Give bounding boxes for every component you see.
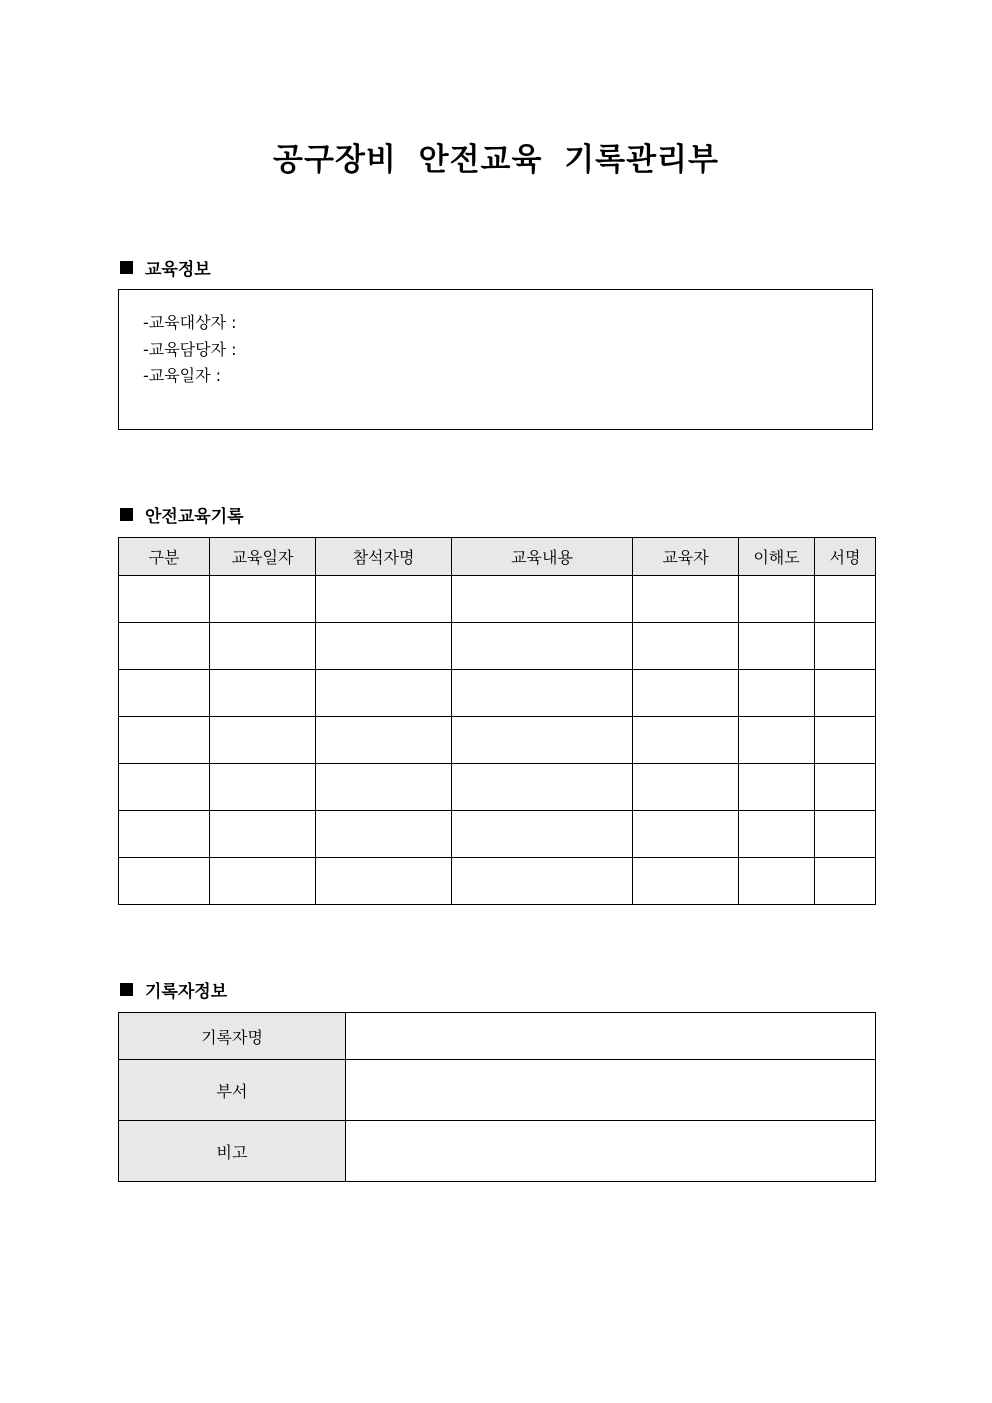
table-cell[interactable] xyxy=(633,764,739,811)
table-header-row xyxy=(119,538,876,576)
table-cell[interactable] xyxy=(739,717,815,764)
recorder-row-department xyxy=(119,1060,876,1121)
table-cell[interactable] xyxy=(815,623,876,670)
recorder-row-name xyxy=(119,1013,876,1060)
table-cell[interactable] xyxy=(316,764,452,811)
column-header-attendee: 참석자명 xyxy=(316,538,452,576)
table-cell[interactable] xyxy=(739,576,815,623)
table-cell[interactable] xyxy=(739,764,815,811)
table-cell[interactable] xyxy=(452,717,633,764)
recorder-info-table xyxy=(118,1012,876,1182)
table-cell[interactable] xyxy=(452,670,633,717)
section-heading-label: 안전교육기록 xyxy=(145,507,244,527)
table-cell[interactable] xyxy=(815,858,876,905)
safety-record-table xyxy=(118,537,876,905)
column-header-category: 구분 xyxy=(119,538,210,576)
table-cell[interactable] xyxy=(210,764,316,811)
table-cell[interactable] xyxy=(633,623,739,670)
section-heading-recorder-info xyxy=(120,977,227,1002)
table-cell[interactable] xyxy=(316,576,452,623)
recorder-row-remarks xyxy=(119,1121,876,1182)
table-cell[interactable] xyxy=(119,858,210,905)
table-cell[interactable] xyxy=(452,811,633,858)
department-field[interactable] xyxy=(346,1060,876,1121)
column-header-signature: 서명 xyxy=(815,538,876,576)
table-cell[interactable] xyxy=(210,811,316,858)
table-cell[interactable] xyxy=(633,811,739,858)
table-cell[interactable] xyxy=(119,811,210,858)
table-cell[interactable] xyxy=(452,623,633,670)
table-cell[interactable] xyxy=(210,623,316,670)
column-header-educator: 교육자 xyxy=(633,538,739,576)
table-row xyxy=(119,670,876,717)
table-cell[interactable] xyxy=(210,858,316,905)
table-cell[interactable] xyxy=(119,576,210,623)
document-title: 공구장비 안전교육 기록관리부 xyxy=(273,142,719,178)
table-row xyxy=(119,858,876,905)
table-cell[interactable] xyxy=(210,717,316,764)
column-header-date: 교육일자 xyxy=(210,538,316,576)
table-cell[interactable] xyxy=(739,670,815,717)
table-cell[interactable] xyxy=(119,670,210,717)
table-cell[interactable] xyxy=(210,670,316,717)
square-bullet-icon xyxy=(120,261,133,274)
table-cell[interactable] xyxy=(739,811,815,858)
table-cell[interactable] xyxy=(316,717,452,764)
column-header-understanding: 이해도 xyxy=(739,538,815,576)
table-cell[interactable] xyxy=(815,764,876,811)
recorder-name-label: 기록자명 xyxy=(119,1013,346,1060)
table-cell[interactable] xyxy=(452,576,633,623)
table-cell[interactable] xyxy=(815,670,876,717)
table-cell[interactable] xyxy=(452,764,633,811)
education-target-line: -교육대상자 : xyxy=(143,313,237,332)
table-cell[interactable] xyxy=(633,670,739,717)
table-row xyxy=(119,717,876,764)
table-cell[interactable] xyxy=(316,670,452,717)
table-cell[interactable] xyxy=(316,811,452,858)
table-cell[interactable] xyxy=(119,717,210,764)
table-cell[interactable] xyxy=(815,717,876,764)
table-row xyxy=(119,623,876,670)
education-date-line: -교육일자 : xyxy=(143,366,222,385)
square-bullet-icon xyxy=(120,508,133,521)
square-bullet-icon xyxy=(120,983,133,996)
table-cell[interactable] xyxy=(119,764,210,811)
table-cell[interactable] xyxy=(633,858,739,905)
section-heading-label: 교육정보 xyxy=(145,260,211,280)
section-heading-label: 기록자정보 xyxy=(145,982,228,1002)
table-cell[interactable] xyxy=(815,576,876,623)
recorder-name-field[interactable] xyxy=(346,1013,876,1060)
section-heading-education-info xyxy=(120,255,211,280)
table-cell[interactable] xyxy=(633,576,739,623)
table-cell[interactable] xyxy=(316,623,452,670)
table-cell[interactable] xyxy=(815,811,876,858)
table-cell[interactable] xyxy=(633,717,739,764)
education-info-box xyxy=(118,289,873,430)
column-header-content: 교육내용 xyxy=(452,538,633,576)
table-row xyxy=(119,576,876,623)
education-manager-line: -교육담당자 : xyxy=(143,339,237,359)
table-cell[interactable] xyxy=(210,576,316,623)
table-cell[interactable] xyxy=(452,858,633,905)
remarks-label: 비고 xyxy=(119,1121,346,1182)
section-heading-safety-record xyxy=(120,502,244,527)
table-cell[interactable] xyxy=(739,858,815,905)
table-row xyxy=(119,811,876,858)
table-cell[interactable] xyxy=(316,858,452,905)
remarks-field[interactable] xyxy=(346,1121,876,1182)
table-cell[interactable] xyxy=(739,623,815,670)
table-row xyxy=(119,764,876,811)
table-cell[interactable] xyxy=(119,623,210,670)
department-label: 부서 xyxy=(119,1060,346,1121)
